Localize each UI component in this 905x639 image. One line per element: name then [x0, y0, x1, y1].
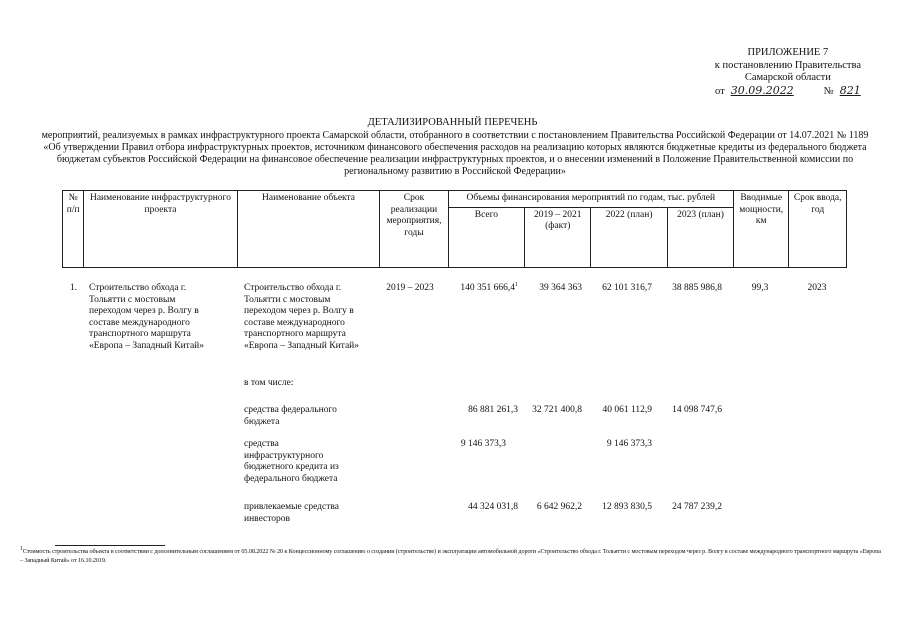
row-commission: 2023: [807, 283, 827, 293]
row-term: 2019 – 2023: [386, 283, 434, 293]
handwritten-number: 821: [839, 83, 861, 97]
annex-line-2: Самарской области: [744, 72, 831, 83]
header-project: Наименование инфраструктурного проекта: [84, 191, 237, 268]
sub-row-2022: 12 893 830,5: [602, 502, 652, 512]
sub-row-label: привлекаемые средства инвесторов: [244, 502, 339, 524]
sub-row-total: 9 146 373,3: [460, 439, 506, 449]
header-2022: 2022 (план): [591, 207, 668, 267]
sub-row-total: 44 324 031,8: [468, 502, 518, 512]
table-row: [62, 405, 847, 439]
sub-row-label: средства инфраструктурного бюджетного кредита из федерального бюджета: [244, 439, 339, 484]
funding-table-header: [62, 190, 847, 268]
header-commission: Срок ввода, год: [789, 191, 847, 268]
header-object: Наименование объекта: [237, 191, 380, 268]
header-capacity: Вводимые мощности, км: [734, 191, 789, 268]
number-prefix: №: [823, 85, 834, 97]
row-2022: 62 101 316,7: [602, 283, 652, 293]
row-2019-2021: 39 364 363: [539, 283, 582, 293]
row-capacity: 99,3: [751, 283, 769, 293]
sub-row-label: средства федерального бюджета: [244, 405, 337, 427]
row-total: [446, 283, 518, 295]
funding-table-body: [62, 283, 847, 532]
annex-block: [715, 47, 861, 98]
header-2019-2021: 2019 – 2021 (факт): [525, 207, 591, 267]
row-2023: 38 885 986,8: [672, 283, 722, 293]
sub-row-2022: 40 061 112,9: [602, 405, 652, 415]
row-total-value: 140 351 666,4: [460, 283, 515, 293]
row-num: 1.: [70, 283, 78, 293]
table-row: [62, 502, 847, 532]
including-row: [62, 378, 847, 405]
sub-row-2019-2021: 6 642 962,2: [536, 502, 582, 512]
date-prefix: от: [715, 85, 725, 97]
sub-row-2022: 9 146 373,3: [606, 439, 652, 449]
sub-row-2019-2021: 32 721 400,8: [532, 405, 582, 415]
document-title: ДЕТАЛИЗИРОВАННЫЙ ПЕРЕЧЕНЬ: [367, 117, 538, 128]
document-subtitle: мероприятий, реализуемых в рамках инфраструктурного проекта Самарской области, отобранного в соответствии с постановлением Правительства Российской Федерации от 14.07.2021 № 1189 «Об утверждении Правил отбора инфраструктурных проектов, источником финансового обеспечения расходов на реализацию которых являются бюджетные кредиты из федерального бюджета бюджетам субъектов Российской Федерации на финансовое обеспечение реализации инфраструктурных проектов, и о внесении изменений в Положение Правительственной комиссии по региональному развитию в Российской Федерации»: [41, 130, 869, 177]
table-row: [62, 283, 847, 378]
footnote-text: Стоимость строительства объекта в соответствии с дополнительным соглашением от 05.08.2022 № 20 к Концессионному соглашению о создании (строительстве) и эксплуатации автомобильной дороги «Строительство обхода г. Тольятти с мостовым переходом через р. Волгу в составе международного транспортного маршрута «Европа – Западный Китай» от 16.10.2019.: [20, 548, 881, 564]
annex-title: ПРИЛОЖЕНИЕ 7: [747, 47, 829, 58]
header-num: № п/п: [63, 191, 84, 268]
sub-row-total: 86 881 261,3: [468, 405, 518, 415]
footnote-separator: [55, 545, 165, 546]
annex-line-1: к постановлению Правительства: [714, 59, 861, 71]
row-object: Строительство обхода г. Тольятти с мостовым переходом через р. Волгу в составе международного транспортного маршрута «Европа – Западный Китай»: [244, 283, 359, 351]
annex-date-number: [715, 85, 861, 99]
sub-row-2023: 14 098 747,6: [672, 405, 722, 415]
including-label: в том числе:: [244, 378, 294, 388]
footnote-mark: 1: [20, 545, 23, 552]
header-funding: Объемы финансирования мероприятий по годам, тыс. рублей: [448, 191, 733, 208]
footnote-ref: 1: [515, 281, 518, 288]
sub-row-2023: 24 787 239,2: [672, 502, 722, 512]
footnote: [20, 545, 882, 565]
handwritten-date: 30.09.2022: [730, 83, 794, 97]
header-2023: 2023 (план): [667, 207, 733, 267]
header-total: Всего: [448, 207, 525, 267]
row-project: Строительство обхода г. Тольятти с мостовым переходом через р. Волгу в составе международного транспортного маршрута «Европа – Западный Китай»: [89, 283, 204, 351]
table-row: [62, 439, 847, 502]
header-term: Срок реализации мероприятия, годы: [380, 191, 448, 268]
